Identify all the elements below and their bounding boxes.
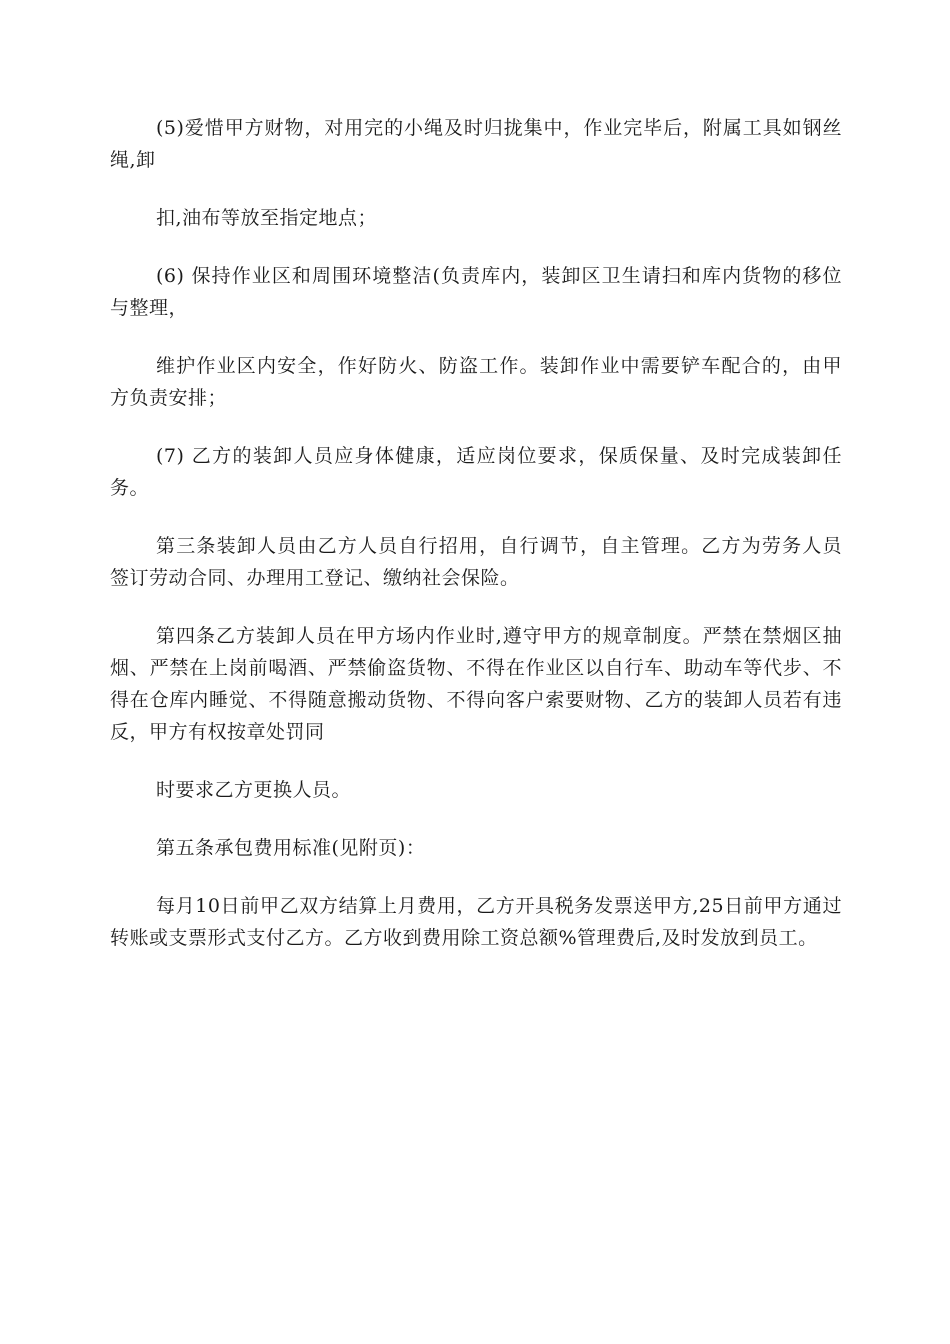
document-page [110,112,849,980]
paragraph-item-6: (6) 保持作业区和周围环境整洁(负责库内，装卸区卫生请扫和库内货物的移位与整理， [110,265,842,319]
paragraph-payment-terms: 每月10日前甲乙双方结算上月费用，乙方开具税务发票送甲方,25日前甲方通过转账或支票形式支付乙方。乙方收到费用除工资总额%管理费后,及时发放到员工。 [110,895,842,949]
paragraph-item-5-cont: 扣,油布等放至指定地点； [156,207,378,229]
paragraph-article-3: 第三条装卸人员由乙方人员自行招用，自行调节，自主管理。乙方为劳务人员 签订劳动合同、办理用工登记、缴纳社会保险。 [110,535,849,589]
paragraph-article-4: 第四条乙方装卸人员在甲方场内作业时,遵守甲方的规章制度。严禁在禁烟区抽烟、严禁在上岗前喝酒、严禁偷盗货物、不得在作业区以自行车、助动车等代步、不得在仓库内睡觉、不得随意搬动货物、不得向客户索要财物、乙方的装卸人员若有违反，甲方有权按章处罚同 [110,625,842,743]
paragraph-item-5: (5)爱惜甲方财物，对用完的小绳及时归拢集中，作业完毕后，附属工具如钢丝 绳,卸 [110,117,849,171]
paragraph-item-7: (7) 乙方的装卸人员应身体健康，适应岗位要求，保质保量、及时完成装卸任 务。 [110,445,849,499]
paragraph-article-4-cont: 时要求乙方更换人员。 [156,779,352,801]
paragraph-article-5: 第五条承包费用标准(见附页)： [156,837,426,859]
paragraph-item-6-cont: 维护作业区内安全，作好防火、防盗工作。装卸作业中需要铲车配合的，由甲 方负责安排； [110,355,849,409]
